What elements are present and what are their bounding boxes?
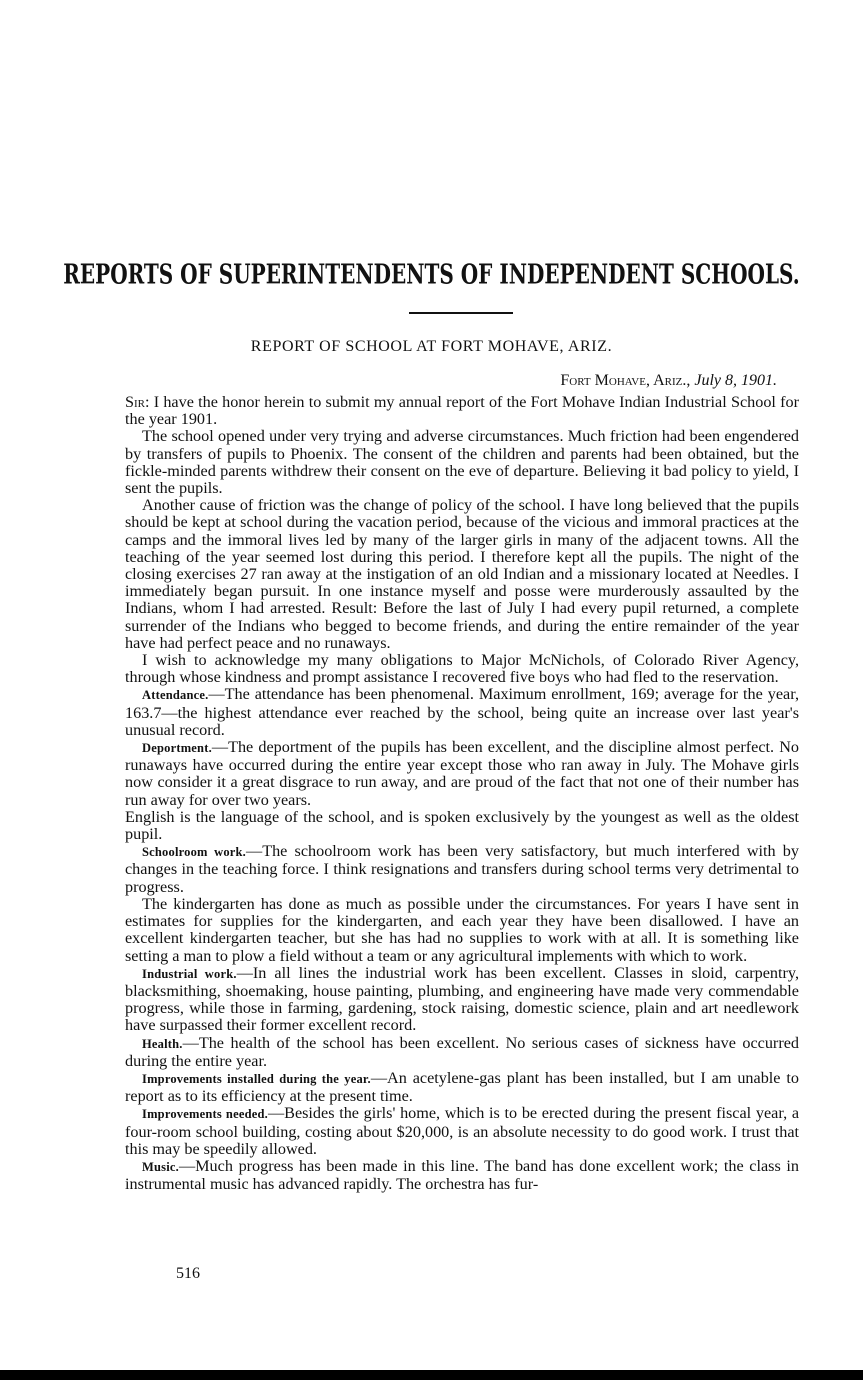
paragraph-improvements-installed: Improvements installed during the year.—An acetylene-gas plant has been installed, but I am unable to report as to its efficiency at the present time.	[125, 1068, 799, 1106]
dateline-place: Fort Mohave, Ariz.,	[560, 372, 691, 389]
paragraph-attendance: Attendance.—The attendance has been phenomenal. Maximum enrollment, 169; average for the year, 163.7—the highest attendance ever reached by the school, being quite an increase over last year's unusual record.	[125, 685, 799, 739]
dateline	[560, 372, 777, 390]
section-heading: Improvements needed.	[142, 1107, 268, 1122]
section-heading: Improvements installed during the year.	[142, 1071, 371, 1086]
paragraph-industrial: Industrial work.—In all lines the industrial work has been excellent. Classes in sloid, carpentry, blacksmithing, shoemaking, house painting, plumbing, and engineering have made very commendable progress, while those in farming, gardening, stock raising, domestic science, plain and art needlework have surpassed their former excellent record.	[125, 963, 799, 1035]
paragraph-schoolroom: Schoolroom work.—The schoolroom work has been very satisfactory, but much interfered with by changes in the teaching force. I think resignations and transfers during school terms very detrimental to progress.	[125, 842, 799, 896]
dateline-date: July 8, 1901.	[694, 372, 777, 389]
paragraph-intro-text: I have the honor herein to submit my annual report of the Fort Mohave Indian Industrial School for the year 1901.	[125, 393, 799, 429]
page-title: REPORTS OF SUPERINTENDENTS OF INDEPENDENT SCHOOLS.	[63, 258, 800, 291]
page-number: 516	[176, 1265, 200, 1282]
section-heading: Deportment.	[142, 741, 212, 756]
section-heading: Schoolroom work.	[142, 845, 247, 860]
paragraph-health: Health.—The health of the school has been excellent. No serious cases of sickness have occurred during the entire year.	[125, 1033, 799, 1070]
report-body	[125, 394, 799, 1193]
paragraph-opening: The school opened under very trying and adverse circumstances. Much friction had been engendered by transfers of pupils to Phoenix. The consent of the children and parents had been obtained, but the fickle-minded parents withdrew their consent on the eve of departure. Believing it bad policy to yield, I sent the pupils.	[125, 427, 799, 498]
report-title: REPORT OF SCHOOL AT FORT MOHAVE, ARIZ.	[250, 338, 613, 355]
paragraph-acknowledgment: I wish to acknowledge my many obligations to Major McNichols, of Colorado River Agency, through whose kindness and prompt assistance I recovered five boys who had fled to the reservation.	[125, 651, 799, 687]
title-divider	[409, 312, 513, 314]
paragraph-music: Music.—Much progress has been made in this line. The band has done excellent work; the class in instrumental music has advanced rapidly. The orchestra has fur-	[125, 1156, 799, 1194]
paragraph-deportment: Deportment.—The deportment of the pupils has been excellent, and the discipline almost perfect. No runaways have occurred during the entire year except those who ran away in July. The Mohave girls now consider it a great disgrace to run away, and are proud of the fact that not one of their number has run away for over two years.	[125, 738, 799, 809]
section-heading: Attendance.	[142, 688, 209, 703]
paragraph-improvements-needed: Improvements needed.—Besides the girls' home, which is to be erected during the present fiscal year, a four-room school building, costing about $20,000, is an absolute necessity to do good work. I trust that this may be speedily allowed.	[125, 1104, 800, 1158]
paragraph-english: English is the language of the school, and is spoken exclusively by the youngest as well as the oldest pupil.	[125, 807, 799, 844]
paragraph-friction: Another cause of friction was the change of policy of the school. I have long believed that the pupils should be kept at school during the vacation period, because of the vicious and immoral practices at the camps and the immoral lives led by many of the larger girls in many of the adjacent towns. All the teaching of the year seemed lost during this period. I therefore kept all the pupils. The night of the closing exercises 27 ran away at the instigation of an old Indian and a missionary located at Needles. I immediately began pursuit. In one instance myself and posse were murderously assaulted by the Indians, whom I had arrested. Result: Before the last of July I had every pupil returned, a complete surrender of the Indians who begged to become friends, and during the entire remainder of the year have had perfect peace and no runaways.	[125, 496, 799, 652]
section-heading: Music.	[142, 1159, 179, 1174]
salutation: Sir:	[125, 393, 150, 411]
scan-border	[0, 1370, 863, 1380]
paragraph-kindergarten: The kindergarten has done as much as possible under the circumstances. For years I have sent in estimates for supplies for the kindergarten, and each year they have been disallowed. I have an excellent kindergarten teacher, but she has had no supplies to work with at all. It is something like setting a man to plow a field without a team or any agricultural implements with which to work.	[125, 894, 799, 965]
section-heading: Health.	[142, 1036, 183, 1051]
section-heading: Industrial work.	[142, 966, 237, 981]
paragraph-intro	[125, 394, 799, 428]
